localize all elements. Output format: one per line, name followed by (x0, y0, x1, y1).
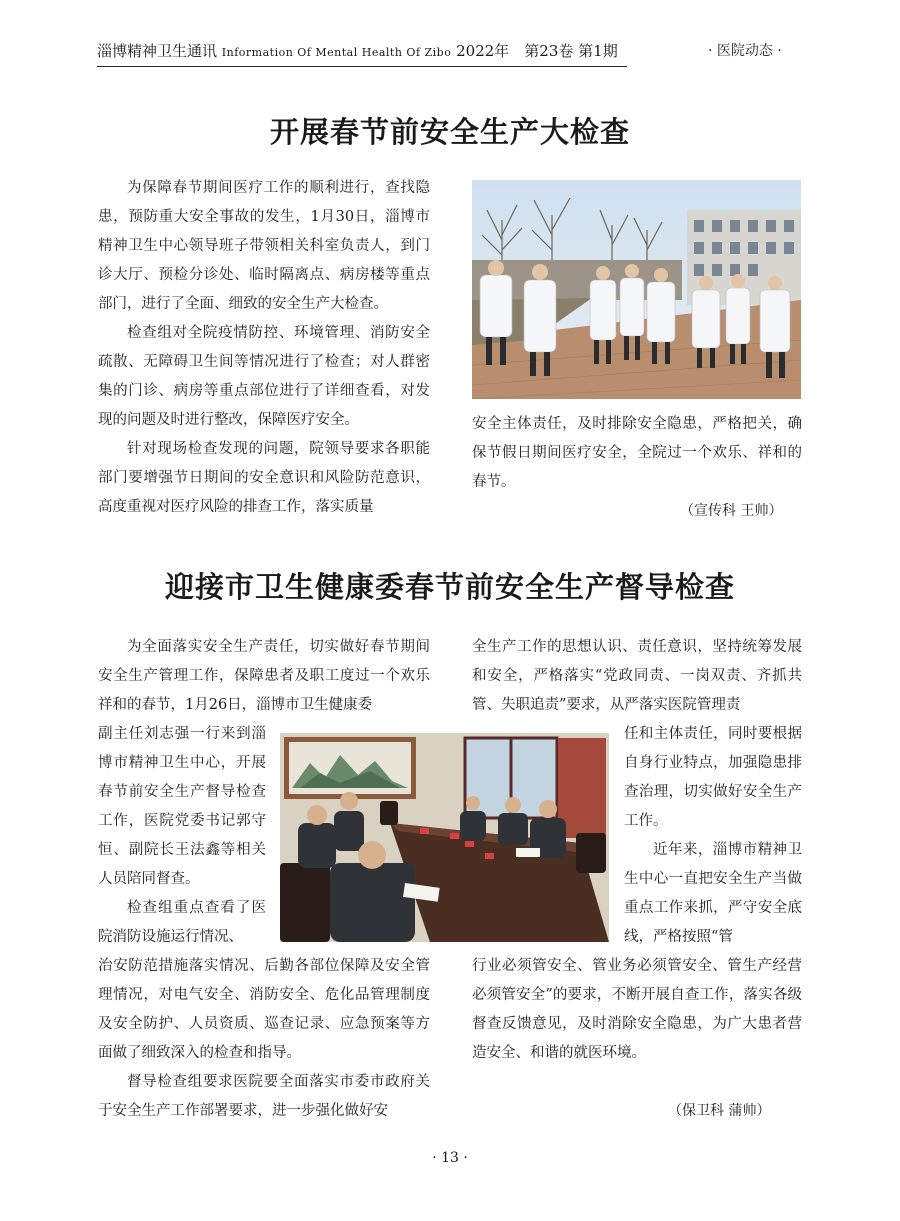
article1-paragraph-2: 检查组对全院疫情防控、环境管理、消防安全疏散、无障碍卫生间等情况进行了检查；对人群密集的门诊、病房等重点部位进行了详细查看，对发现的问题及时进行整改，保障医疗安全。 (98, 325, 430, 428)
article1-paragraph-1: 为保障春节期间医疗工作的顺利进行，查找隐患，预防重大安全事故的发生，1月30日，淄博市精神卫生中心领导班子带领相关科室负责人，到门诊大厅、预检分诊处、临时隔离点、病房楼等重点部门，进行了全面、细致的安全生产大检查。 (98, 180, 430, 312)
article2-left-bottom (98, 952, 430, 1126)
meeting-room-photo (280, 733, 609, 942)
article1-paragraph-3: 针对现场检查发现的问题，院领导要求各职能部门要增强节日期间的安全意识和风险防范意识，高度重视对医疗风险的排查工作，落实质量 (98, 441, 430, 515)
article2-paragraph-3-cont: 全生产工作的思想认识、责任意识，坚持统筹发展和安全，严格落实“党政同责、一岗双责、齐抓共管、失职追责”要求，从严落实医院管理责 (472, 639, 802, 713)
section-label: · 医院动态 · (708, 43, 782, 59)
article2-paragraph-1-start: 为全面落实安全生产责任，切实做好春节期间安全生产管理工作，保障患者及职工度过一个欢乐祥和的春节，1月26日，淄博市卫生健康委 (98, 639, 430, 713)
page-number: · 13 · (432, 1150, 468, 1166)
article2-paragraph-4-cont: 行业必须管安全、管业务必须管安全、管生产经营必须管安全”的要求，不断开展自查工作，落实各级督查反馈意见，及时消除安全隐患，为广大患者营造安全、和谐的就医环境。 (472, 958, 802, 1061)
article2-right-narrow (624, 720, 802, 952)
article1-paragraph-4: 安全主体责任，及时排除安全隐患，严格把关，确保节假日期间医疗安全，全院过一个欢乐、祥和的春节。 (472, 416, 802, 490)
article2-paragraph-2-cont: 治安防范措施落实情况、后勤各部位保障及安全管理情况，对电气安全、消防安全、危化品管理制度及安全防护、人员资质、巡查记录、应急预案等方面做了细致深入的检查和指导。 (98, 958, 430, 1061)
article2-left-top (98, 633, 430, 720)
article1-title: 开展春节前安全生产大检查 (269, 115, 630, 149)
article1-signature: （宣传科 王帅） (680, 503, 783, 519)
article2-paragraph-2-start: 检查组重点查看了医院消防设施运行情况、 (98, 900, 266, 945)
article2-title: 迎接市卫生健康委春节前安全生产督导检查 (164, 570, 735, 604)
article2-right-top (472, 633, 802, 720)
article2-paragraph-4-start: 近年来，淄博市精神卫生中心一直把安全生产当做重点工作来抓，严守安全底线，严格按照“管 (624, 842, 802, 945)
article1-left-column (98, 174, 430, 522)
journal-header (97, 40, 627, 67)
issue-info: 2022年 第23卷 第1期 (456, 42, 618, 60)
article2-signature: （保卫科 蒲帅） (668, 1103, 771, 1119)
journal-name-cn: 淄博精神卫生通讯 (97, 42, 218, 60)
article2-left-narrow (98, 720, 266, 952)
article1-right-column (472, 410, 802, 497)
article2-right-bottom (472, 952, 802, 1068)
journal-name-en: Information Of Mental Health Of Zibo (221, 46, 452, 59)
article2-paragraph-3: 督导检查组要求医院要全面落实市委市政府关于安全生产工作部署要求，进一步强化做好安 (98, 1074, 430, 1119)
article2-paragraph-3-end: 任和主体责任，同时要根据自身行业特点，加强隐患排查治理，切实做好安全生产工作。 (624, 726, 802, 829)
inspection-outdoor-photo (472, 180, 801, 399)
article2-paragraph-1-cont: 副主任刘志强一行来到淄博市精神卫生中心，开展春节前安全生产督导检查工作，医院党委书记郭守恒、副院长王法鑫等相关人员陪同督查。 (98, 726, 266, 887)
